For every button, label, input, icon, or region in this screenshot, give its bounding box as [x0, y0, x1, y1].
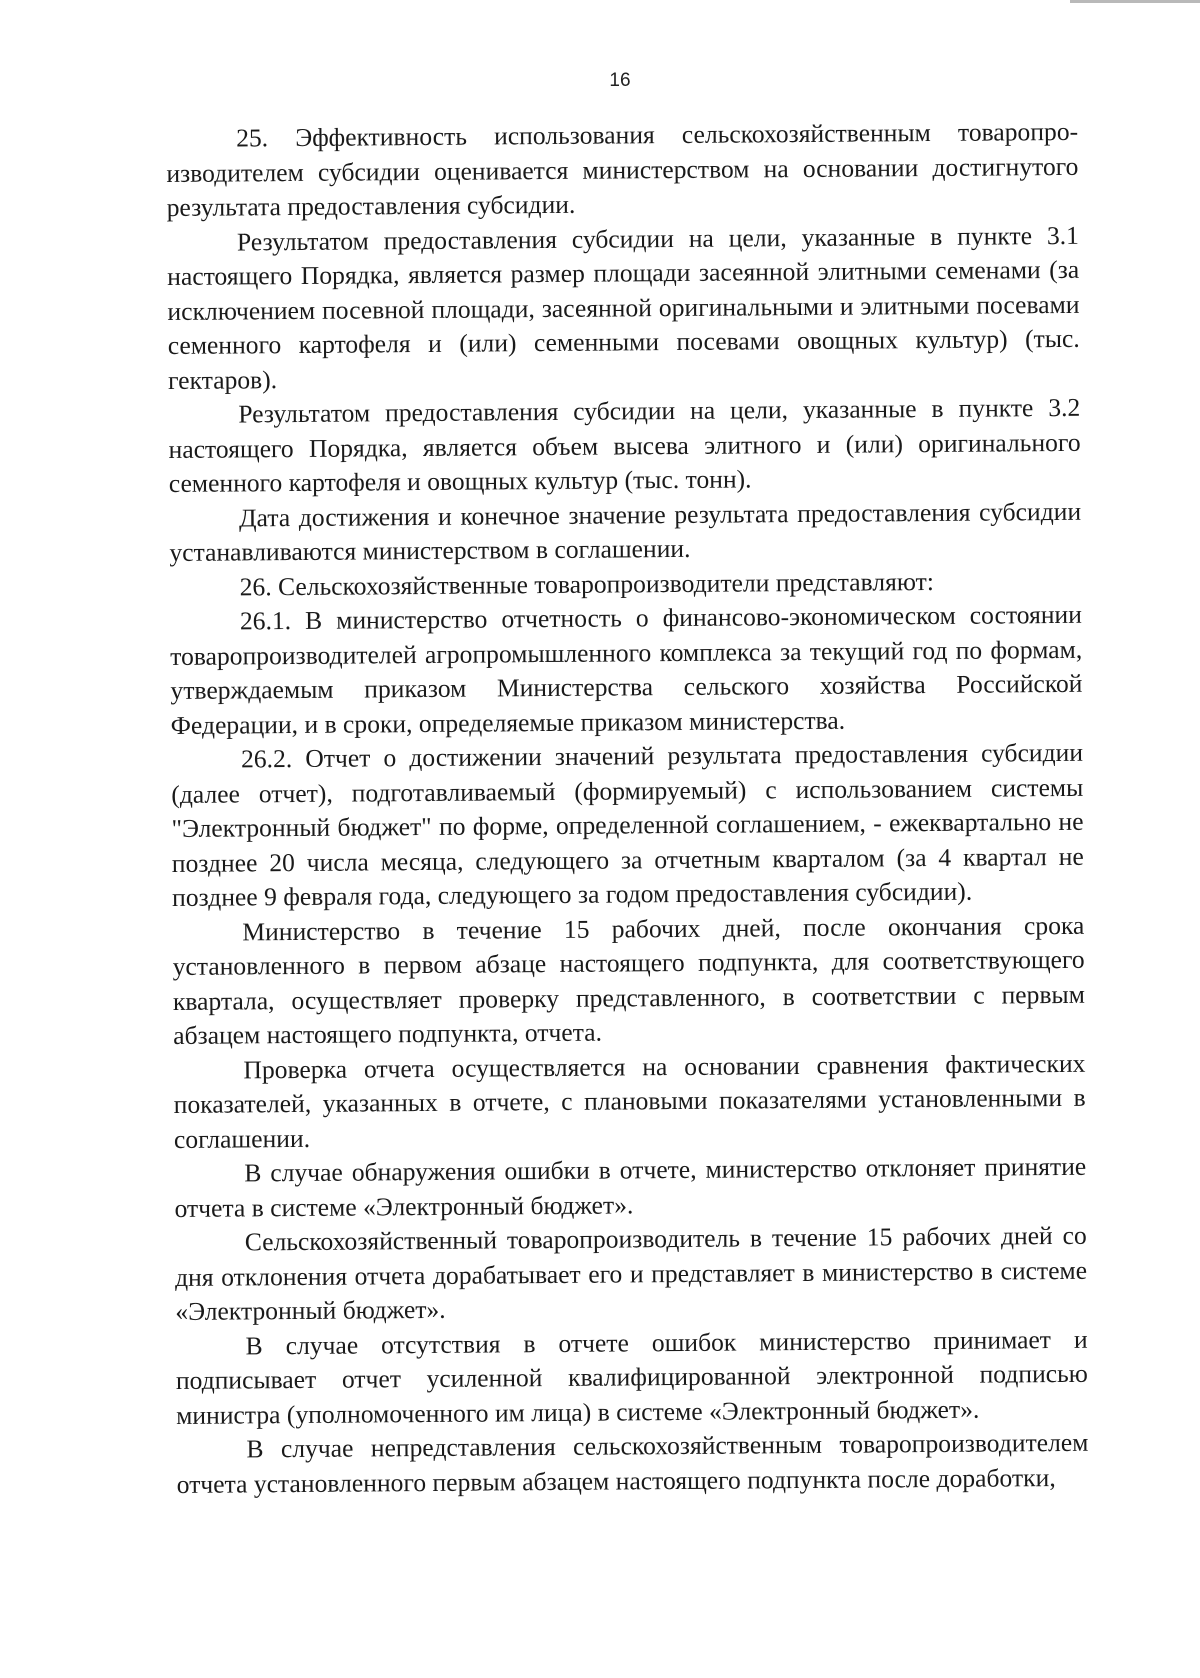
paragraph-ministry-check: Министерство в течение 15 рабочих дней, после окончания срока установленного в первом абзаце настоящего подпункта, для соответствующего квартала, осуществляет проверку представленного, в соответствии с первым абзацем настоящего подпункта, отчета.	[172, 910, 1085, 1050]
paragraph-result-3-1: Результатом предоставления субсидии на цели, указанные в пункте 3.1 настоящего Порядка, является размер площади засеянной элитными семенами (за исключением посевной площади, засеянной оригинальными и элитными посевами семенного картофеля и (или) семенными посевами овощных культур) (тыс. гектаров).	[167, 220, 1080, 395]
document-body	[166, 115, 1089, 1502]
paragraph-acceptance: В случае отсутствия в отчете ошибок министерство принимает и подписывает отчет усиленной квалифицированной электронной подписью министра (уполномоченного им лица) в системе «Электронный бюджет».	[175, 1324, 1088, 1430]
top-edge-line	[1070, 0, 1200, 3]
paragraph-rework: Сельскохозяйственный товаропроизводитель в течение 15 рабочих дней со дня отклонения отчета дорабатывает его и представляет в министерство в системе «Электронный бюджет».	[174, 1220, 1088, 1326]
page-number: 16	[609, 70, 631, 91]
paragraph-26-heading: 26. Сельскохозяйственные товаропроизводители представляют:	[239, 566, 935, 601]
paragraph-error-rejection: В случае обнаружения ошибки в отчете, министерство отклоняет принятие отчета в системе «Электронный бюджет».	[174, 1151, 1087, 1223]
paragraph-non-submission: В случае непредставления сельскохозяйственным товаропроизводителем отчета установленного первым абзацем настоящего подпункта после доработки,	[176, 1427, 1089, 1499]
paragraph-26-1: 26.1. В министерство отчетность о финансово-экономическом состоянии товаропроизводителей агропромышленного комплекса за текущий год по формам, утверждаемым приказом Министерства сельского хозяйства Российской Федерации, и в сроки, определяемые приказом министерства.	[170, 599, 1083, 740]
paragraph-achievement-date: Дата достижения и конечное значение результата предоставления субсидии устанавливаются министерством в соглашении.	[169, 496, 1082, 567]
paragraph-26-2: 26.2. Отчет о достижении значений результата предоставления субсидии (далее отчет), подготавливаемый (формируемый) с использованием системы "Электронный бюджет" по форме, определенной соглашением, - ежеквартально не позднее 20 числа месяца, следующего за отчетным кварталом (за 4 квартал не позднее 9 февраля года, следующего за годом предоставления субсидии).	[171, 737, 1084, 912]
paragraph-25-intro: 25. Эффективность использования сельскохозяйственным товаропро-изводителем субсидии оценивается министерством на основании достигнутого результата предоставления субсидии.	[166, 116, 1079, 222]
paragraph-report-verification: Проверка отчета осуществляется на основании сравнения фактических показателей, указанных в отчете, с плановыми показателями установленными в соглашении.	[173, 1048, 1086, 1154]
paragraph-result-3-2: Результатом предоставления субсидии на цели, указанные в пункте 3.2 настоящего Порядка, является объем высева элитного и (или) оригинального семенного картофеля и овощных культур (тыс. тонн).	[168, 392, 1081, 498]
